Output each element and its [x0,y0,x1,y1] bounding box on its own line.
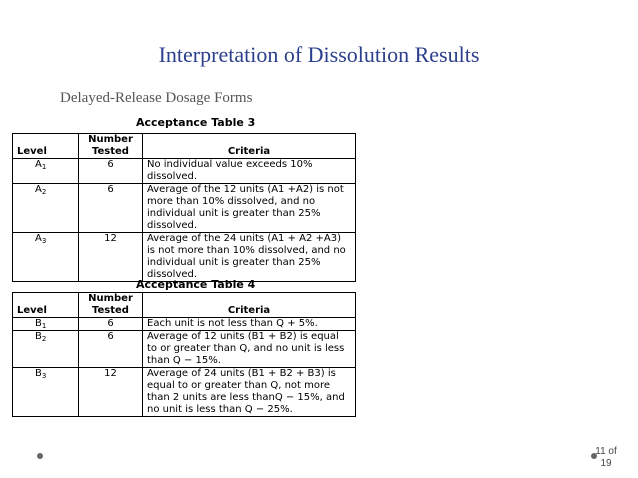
table-row [13,184,356,233]
table3-criteria-a1: No individual value exceeds 10% dissolved. [143,159,356,184]
table4-criteria-b1: Each unit is not less than Q + 5%. [143,318,356,331]
table4-tested-b3: 12 [79,368,143,417]
acceptance-table-4 [12,292,356,417]
table3-header-tested: Number Tested [79,134,143,159]
slide-subtitle: Delayed-Release Dosage Forms [60,90,253,106]
page-number [586,446,626,470]
table3-level-a3: $A_3$ [13,233,79,282]
table4-caption: Acceptance Table 4 [136,278,256,291]
table4-header-level: Level [13,293,79,318]
acceptance-table-3 [12,133,356,282]
page-number-top: 11 of [595,446,617,457]
table3-caption: Acceptance Table 3 [136,116,256,129]
table-row [13,331,356,368]
table3-header-criteria: Criteria [143,134,356,159]
table3-level-a1: $A_1$ [13,159,79,184]
table4-level-b1: $B_1$ [13,318,79,331]
table3-criteria-a3: Average of the 24 units (A1 + A2 +A3) is not more than 10% dissolved, and no individual unit is greater than 25% dissolved. [143,233,356,282]
table4-tested-b1: 6 [79,318,143,331]
table-row [13,159,356,184]
table3-level-a2: $A_2$ [13,184,79,233]
table-row [13,318,356,331]
table3-tested-a1: 6 [79,159,143,184]
table3-tested-a2: 6 [79,184,143,233]
table3-header-level: Level [13,134,79,159]
slide-title: Interpretation of Dissolution Results [158,42,480,67]
table3-criteria-a2: Average of the 12 units (A1 +A2) is not more than 10% dissolved, and no individual unit is greater than 25% dissolved. [143,184,356,233]
table3-tested-a3: 12 [79,233,143,282]
table4-level-b2: $B_2$ [13,331,79,368]
table4-header-tested: Number Tested [79,293,143,318]
table4-header-criteria: Criteria [143,293,356,318]
table3-header-row [13,134,356,159]
table4-tested-b2: 6 [79,331,143,368]
table-row [13,233,356,282]
table4-criteria-b3: Average of 24 units (B1 + B2 + B3) is equal to or greater than Q, not more than 2 units are less thanQ − 15%, and no unit is less than Q − 25%. [143,368,356,417]
table4-header-row [13,293,356,318]
nav-dot-left-icon [37,453,43,459]
page-number-bottom: 19 [600,458,612,469]
table-row [13,368,356,417]
table4-criteria-b2: Average of 12 units (B1 + B2) is equal to or greater than Q, and no unit is less than Q − 15%. [143,331,356,368]
table4-level-b3: $B_3$ [13,368,79,417]
